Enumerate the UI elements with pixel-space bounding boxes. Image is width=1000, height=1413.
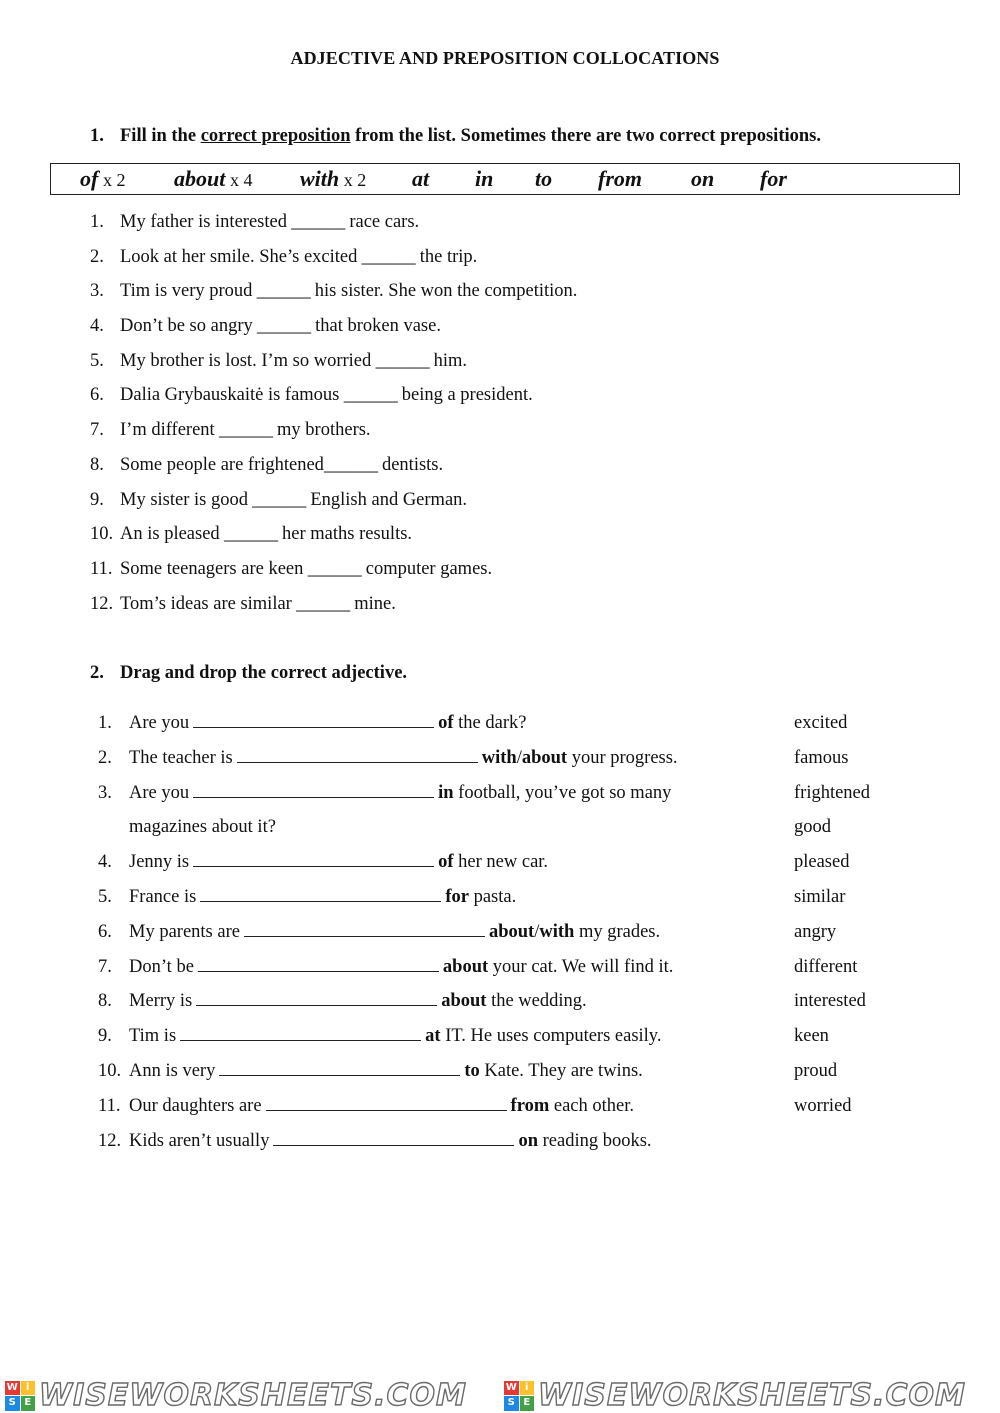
word-box-word: of: [80, 166, 99, 191]
sentence-text-after: mine.: [354, 593, 396, 614]
preposition-word-box: [50, 163, 960, 195]
word-box-word: from: [598, 166, 642, 191]
word-box-count: x 2: [343, 170, 367, 190]
sentence-text-after: computer games.: [365, 558, 493, 579]
exercise2-sentence: [98, 744, 798, 779]
footer-watermark: [0, 1378, 1000, 1413]
sentence-number: 6.: [90, 385, 104, 406]
word-box-item[interactable]: [300, 166, 366, 192]
sentence-text-before: Are you: [129, 782, 190, 803]
sentence-text-after: her new car.: [453, 852, 549, 873]
page-title: ADJECTIVE AND PREPOSITION COLLOCATIONS: [290, 48, 720, 68]
section2-heading: [90, 663, 407, 684]
draggable-adjective[interactable]: interested: [794, 991, 866, 1012]
sentence-number: 12.: [90, 593, 114, 614]
sentence-number: 8.: [98, 991, 112, 1012]
preposition-bold: at: [425, 1026, 441, 1047]
section2-number: 2.: [90, 663, 104, 683]
preposition-bold: for: [445, 886, 469, 907]
exercise1-sentence: [90, 486, 577, 521]
sentence-text-after: your progress.: [567, 747, 678, 768]
answer-blank[interactable]: ______: [286, 212, 350, 232]
sentence-text-after: her maths results.: [282, 524, 413, 545]
exercise2-sentence: [98, 813, 798, 848]
sentence-number: 9.: [90, 489, 104, 510]
sentence-text-before: Ann is very: [129, 1060, 216, 1081]
sentence-text-after: being a president.: [401, 385, 533, 406]
preposition-bold: on: [518, 1130, 538, 1151]
sentence-number: 7.: [98, 956, 112, 977]
exercise1-sentence: [90, 451, 577, 486]
exercise2-list: [98, 709, 798, 1161]
word-box-item[interactable]: [691, 166, 714, 192]
answer-blank[interactable]: ______: [219, 524, 283, 545]
exercise2-sentence: [98, 883, 798, 918]
sentence-number: 11.: [90, 558, 113, 579]
section1-heading-after: from the list. Sometimes there are two correct prepositions.: [355, 126, 821, 146]
exercise1-list: [90, 208, 577, 624]
word-box-word: with: [300, 166, 340, 191]
sentence-text-before: Our daughters are: [129, 1095, 262, 1116]
sentence-text-after: my brothers.: [277, 420, 371, 441]
exercise2-sentence: [98, 918, 798, 953]
draggable-adjective[interactable]: frightened: [794, 782, 871, 803]
logo-letter: E: [520, 1396, 535, 1411]
adjective-drop-zone[interactable]: [193, 710, 434, 728]
preposition-bold: about: [521, 747, 568, 768]
logo-letter: W: [504, 1381, 519, 1396]
word-box-item[interactable]: [174, 166, 252, 192]
sentence-text-after: the wedding.: [486, 991, 587, 1012]
word-box-word: for: [760, 166, 787, 191]
section1-heading-before: Fill in the: [120, 126, 197, 146]
sentence-text-before: Some teenagers are keen: [120, 558, 304, 579]
section1-number: 1.: [90, 126, 104, 146]
sentence-text-before: Don’t be: [129, 956, 194, 977]
sentence-text-after: the dark?: [453, 713, 527, 733]
sentence-number: 6.: [98, 921, 112, 942]
preposition-bold: to: [464, 1060, 480, 1081]
draggable-adjective[interactable]: excited: [794, 713, 848, 733]
sentence-text-after: each other.: [549, 1095, 634, 1116]
exercise2-sentence: [98, 1127, 798, 1162]
sentence-text-after: IT. He uses computers easily.: [440, 1026, 662, 1047]
adjective-drop-zone[interactable]: [219, 1058, 460, 1076]
sentence-number: 5.: [90, 350, 104, 371]
preposition-separator: /: [516, 747, 522, 768]
sentence-number: 7.: [90, 420, 104, 441]
sentence-text-before: Are you: [129, 713, 190, 733]
sentence-text-before: magazines about it?: [129, 817, 276, 838]
section1-heading-underlined: correct preposition: [200, 126, 351, 146]
sentence-number: 8.: [90, 454, 104, 475]
preposition-bold: from: [510, 1095, 550, 1116]
brand-watermark: [504, 1378, 966, 1413]
exercise1-sentence: [90, 381, 577, 416]
sentence-number: 4.: [90, 316, 104, 337]
sentence-text-before: Tim is very proud: [120, 281, 253, 302]
sentence-text-after: your cat. We will find it.: [488, 956, 674, 977]
word-box-word: to: [535, 166, 553, 191]
word-box-item[interactable]: [760, 166, 787, 192]
exercise1-sentence: [90, 277, 577, 312]
sentence-text-after: him.: [433, 350, 468, 371]
sentence-text-before: Don’t be so angry: [120, 316, 253, 337]
sentence-text-after: dentists.: [381, 454, 444, 475]
preposition-bold: of: [438, 852, 454, 873]
word-box-item[interactable]: [412, 166, 429, 192]
section1-heading: [90, 126, 821, 147]
draggable-adjective[interactable]: proud: [794, 1060, 838, 1081]
sentence-number: 1.: [98, 713, 112, 733]
sentence-text-after: race cars.: [349, 212, 420, 232]
preposition-bold: of: [438, 713, 454, 733]
answer-blank[interactable]: ______: [303, 558, 366, 579]
brand-text: WISEWORKSHEETS.COM: [39, 1378, 467, 1413]
answer-blank[interactable]: ______: [357, 246, 420, 267]
section2-heading-text: Drag and drop the correct adjective.: [120, 663, 408, 683]
sentence-number: 3.: [90, 281, 104, 302]
brand-watermark: [5, 1378, 467, 1413]
logo-letter: S: [504, 1396, 519, 1411]
sentence-text-before: Look at her smile. She’s excited: [120, 246, 358, 267]
brand-text: WISEWORKSHEETS.COM: [538, 1378, 966, 1413]
preposition-bold: about: [441, 991, 487, 1012]
sentence-number: 1.: [90, 212, 104, 232]
word-box-word: about: [174, 166, 226, 191]
sentence-text-before: Dalia Grybauskaitė is famous: [120, 385, 340, 406]
preposition-separator: /: [534, 921, 540, 942]
adjective-drop-zone[interactable]: [237, 745, 478, 763]
word-box-item[interactable]: [598, 166, 642, 192]
exercise1-sentence: [90, 208, 577, 243]
exercise2-sentence: [98, 987, 798, 1022]
brand-logo-icon: [5, 1381, 35, 1411]
word-box-word: on: [691, 166, 715, 191]
sentence-number: 10.: [90, 524, 114, 545]
draggable-adjective[interactable]: pleased: [794, 852, 850, 873]
exercise2-sentence: [98, 1057, 798, 1092]
sentence-text-after: his sister. She won the competition.: [314, 281, 578, 302]
adjective-drop-zone[interactable]: [244, 919, 485, 937]
sentence-text-before: France is: [129, 886, 197, 907]
sentence-text-before: The teacher is: [129, 747, 233, 768]
exercise1-sentence: [90, 243, 577, 278]
adjective-drop-zone[interactable]: [200, 884, 441, 902]
draggable-adjective[interactable]: different: [794, 956, 858, 977]
sentence-text-before: My parents are: [129, 921, 240, 942]
word-box-item[interactable]: [475, 166, 493, 192]
sentence-text-before: My sister is good: [120, 489, 248, 510]
logo-letter: S: [5, 1396, 20, 1411]
exercise1-sentence: [90, 590, 577, 625]
word-box-count: x 2: [102, 170, 126, 190]
sentence-text-before: I’m different: [120, 420, 215, 441]
sentence-number: 11.: [98, 1095, 121, 1116]
draggable-adjective[interactable]: worried: [794, 1095, 852, 1116]
exercise1-sentence: [90, 555, 577, 590]
answer-blank[interactable]: ______: [339, 385, 402, 406]
sentence-text-before: Kids aren’t usually: [129, 1130, 270, 1151]
word-box-item[interactable]: [535, 166, 552, 192]
adjective-drop-zone[interactable]: [273, 1128, 514, 1146]
preposition-bold: in: [438, 782, 454, 803]
word-box-item[interactable]: [80, 166, 125, 192]
sentence-text-before: My brother is lost. I’m so worried: [120, 350, 372, 371]
preposition-bold: with: [481, 747, 517, 768]
sentence-number: 3.: [98, 782, 112, 803]
logo-letter: W: [5, 1381, 20, 1396]
exercise1-sentence: [90, 520, 577, 555]
sentence-number: 5.: [98, 886, 112, 907]
exercise2-sentence: [98, 1022, 798, 1057]
sentence-number: 4.: [98, 852, 112, 873]
preposition-bold: about: [442, 956, 489, 977]
sentence-text-after: that broken vase.: [315, 316, 441, 337]
exercise2-sentence: [98, 1092, 798, 1127]
sentence-text-before: Tom’s ideas are similar: [120, 593, 292, 614]
sentence-number: 2.: [90, 246, 104, 267]
exercise1-sentence: [90, 347, 577, 382]
exercise2-sentence: [98, 953, 798, 988]
draggable-adjective[interactable]: keen: [794, 1026, 829, 1047]
logo-letter: E: [21, 1396, 36, 1411]
sentence-text-before: Jenny is: [129, 852, 190, 873]
sentence-text-before: Tim is: [129, 1026, 177, 1047]
sentence-text-before: Some people are frightened: [120, 454, 324, 475]
adjective-drop-zone[interactable]: [193, 849, 434, 867]
exercise2-sentence: [98, 779, 798, 814]
draggable-adjective[interactable]: angry: [794, 921, 837, 942]
adjective-drop-zone[interactable]: [193, 780, 434, 798]
sentence-number: 9.: [98, 1026, 112, 1047]
sentence-text-after: pasta.: [468, 886, 517, 907]
sentence-text-after: reading books.: [538, 1130, 652, 1151]
sentence-text-before: An is pleased: [120, 524, 220, 545]
answer-blank[interactable]: ______: [323, 454, 382, 475]
exercise2-sentence: [98, 848, 798, 883]
sentence-text-after: my grades.: [574, 921, 661, 942]
answer-blank[interactable]: ______: [252, 316, 316, 337]
sentence-text-after: the trip.: [419, 246, 478, 267]
sentence-text-after: football, you’ve got so many: [453, 782, 672, 803]
logo-letter: i: [21, 1381, 36, 1396]
adjective-drop-zone[interactable]: [196, 988, 437, 1006]
exercise1-sentence: [90, 416, 577, 451]
sentence-number: 12.: [98, 1130, 122, 1151]
sentence-number: 2.: [98, 747, 112, 768]
preposition-bold: about: [488, 921, 535, 942]
sentence-text-before: My father is interested: [120, 212, 287, 232]
brand-logo-icon: [504, 1381, 534, 1411]
sentence-number: 10.: [98, 1060, 122, 1081]
exercise2-sentence: [98, 709, 798, 744]
exercise1-sentence: [90, 312, 577, 347]
draggable-adjective[interactable]: good: [794, 817, 831, 838]
draggable-adjective[interactable]: famous: [794, 747, 849, 768]
word-box-count: x 4: [229, 170, 253, 190]
adjective-drop-zone[interactable]: [198, 954, 439, 972]
sentence-text-before: Merry is: [129, 991, 193, 1012]
adjective-word-bank: [794, 709, 870, 1127]
answer-blank[interactable]: ______: [371, 350, 434, 371]
adjective-drop-zone[interactable]: [266, 1093, 507, 1111]
logo-letter: i: [520, 1381, 535, 1396]
answer-blank[interactable]: ______: [252, 281, 315, 302]
sentence-text-after: Kate. They are twins.: [479, 1060, 643, 1081]
draggable-adjective[interactable]: similar: [794, 886, 846, 907]
answer-blank[interactable]: ______: [291, 593, 355, 614]
word-box-word: in: [475, 166, 494, 191]
word-box-word: at: [412, 166, 430, 191]
answer-blank[interactable]: ______: [214, 420, 278, 441]
answer-blank[interactable]: ______: [247, 489, 311, 510]
preposition-bold: with: [539, 921, 575, 942]
adjective-drop-zone[interactable]: [180, 1023, 421, 1041]
sentence-text-after: English and German.: [310, 489, 468, 510]
